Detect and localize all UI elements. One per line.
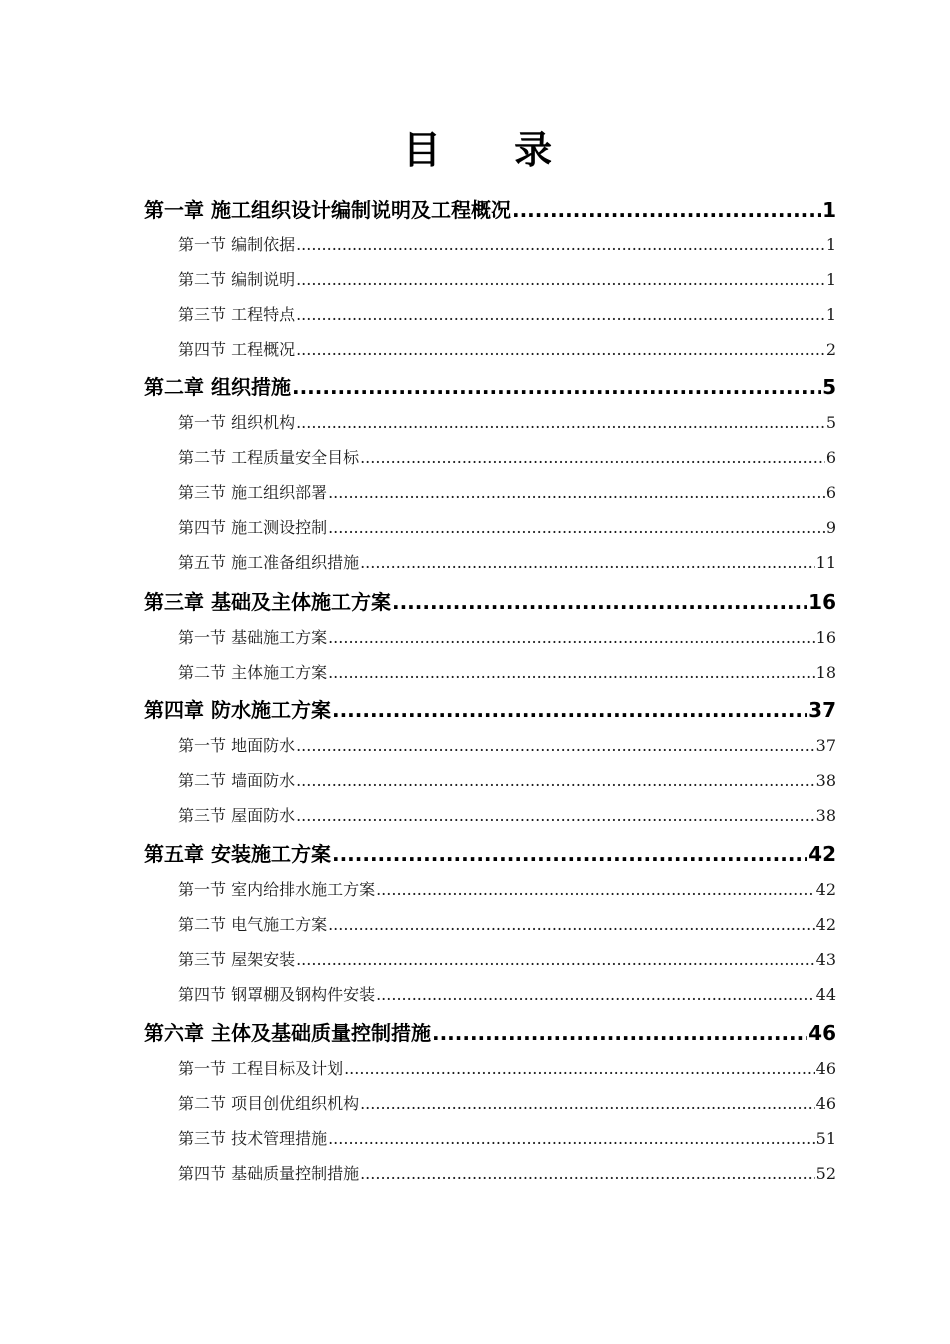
toc-page-number: 9 <box>825 518 836 537</box>
toc-entry-title: 第三节 工程特点 <box>178 305 296 324</box>
toc-page-number: 16 <box>808 590 836 614</box>
toc-dot-leader <box>296 408 825 438</box>
toc-page-number: 51 <box>815 1129 836 1148</box>
toc-section-entry[interactable] <box>178 658 836 688</box>
toc-entry-title: 第三节 屋架安装 <box>178 950 296 969</box>
toc-page-number: 2 <box>825 340 836 359</box>
toc-page-number: 44 <box>815 985 836 1004</box>
toc-entry-title: 第一节 工程目标及计划 <box>178 1059 344 1078</box>
toc-dot-leader <box>512 194 821 226</box>
toc-page-number: 6 <box>825 448 836 467</box>
toc-entry-title: 第六章 主体及基础质量控制措施 <box>144 1021 431 1045</box>
toc-title: 目 录 <box>402 128 583 172</box>
toc-chapter-entry[interactable] <box>144 194 836 226</box>
toc-entry-title: 第三节 施工组织部署 <box>178 483 328 502</box>
toc-entry-title: 第一节 室内给排水施工方案 <box>178 880 376 899</box>
toc-page-number: 1 <box>825 235 836 254</box>
toc-section-entry[interactable] <box>178 300 836 330</box>
toc-entry-title: 第三节 屋面防水 <box>178 806 296 825</box>
toc-chapter-entry[interactable] <box>144 1017 836 1049</box>
toc-entry-title: 第四节 基础质量控制措施 <box>178 1164 360 1183</box>
toc-entry-title: 第四节 钢罩棚及钢构件安装 <box>178 985 376 1004</box>
toc-page-number: 46 <box>815 1059 836 1078</box>
toc-page-number: 52 <box>815 1164 836 1183</box>
toc-section-entry[interactable] <box>178 548 836 578</box>
toc-dot-leader <box>328 658 815 688</box>
toc-entry-title: 第三章 基础及主体施工方案 <box>144 590 391 614</box>
toc-entry-title: 第四节 施工测设控制 <box>178 518 328 537</box>
toc-page-number: 46 <box>815 1094 836 1113</box>
toc-entry-title: 第二节 项目创优组织机构 <box>178 1094 360 1113</box>
toc-dot-leader <box>332 694 807 726</box>
toc-entry-title: 第一节 基础施工方案 <box>178 628 328 647</box>
toc-entry-title: 第二章 组织措施 <box>144 375 291 399</box>
toc-section-entry[interactable] <box>178 623 836 653</box>
toc-entry-title: 第三节 技术管理措施 <box>178 1129 328 1148</box>
toc-dot-leader <box>296 230 825 260</box>
toc-entry-title: 第二节 主体施工方案 <box>178 663 328 682</box>
toc-dot-leader <box>376 980 815 1010</box>
toc-section-entry[interactable] <box>178 910 836 940</box>
toc-dot-leader <box>328 478 825 508</box>
toc-dot-leader <box>328 623 815 653</box>
toc-entry-title: 第一节 编制依据 <box>178 235 296 254</box>
toc-page-number: 46 <box>808 1021 836 1045</box>
toc-dot-leader <box>360 1159 815 1189</box>
toc-page-number: 18 <box>815 663 836 682</box>
toc-entry-title: 第四章 防水施工方案 <box>144 698 331 722</box>
toc-page-number: 42 <box>815 915 836 934</box>
toc-page-number: 6 <box>825 483 836 502</box>
toc-section-entry[interactable] <box>178 443 836 473</box>
toc-section-entry[interactable] <box>178 875 836 905</box>
toc-section-entry[interactable] <box>178 980 836 1010</box>
toc-section-entry[interactable] <box>178 513 836 543</box>
toc-page-number: 1 <box>822 198 836 222</box>
toc-entry-title: 第五章 安装施工方案 <box>144 842 331 866</box>
toc-dot-leader <box>296 731 815 761</box>
toc-section-entry[interactable] <box>178 335 836 365</box>
toc-dot-leader <box>328 1124 815 1154</box>
toc-dot-leader <box>292 371 821 403</box>
toc-dot-leader <box>296 335 825 365</box>
toc-dot-leader <box>432 1017 807 1049</box>
toc-entry-title: 第二节 编制说明 <box>178 270 296 289</box>
toc-dot-leader <box>328 513 825 543</box>
toc-page-number: 38 <box>815 806 836 825</box>
toc-dot-leader <box>296 265 825 295</box>
toc-dot-leader <box>344 1054 815 1084</box>
toc-page-number: 1 <box>825 270 836 289</box>
toc-section-entry[interactable] <box>178 731 836 761</box>
toc-dot-leader <box>332 838 807 870</box>
toc-dot-leader <box>392 586 807 618</box>
toc-entry-title: 第五节 施工准备组织措施 <box>178 553 360 572</box>
toc-entry-title: 第二节 墙面防水 <box>178 771 296 790</box>
toc-section-entry[interactable] <box>178 408 836 438</box>
toc-chapter-entry[interactable] <box>144 694 836 726</box>
toc-section-entry[interactable] <box>178 1054 836 1084</box>
toc-chapter-entry[interactable] <box>144 586 836 618</box>
toc-page-number: 11 <box>815 553 836 572</box>
toc-page-number: 42 <box>808 842 836 866</box>
toc-dot-leader <box>360 443 825 473</box>
toc-section-entry[interactable] <box>178 945 836 975</box>
toc-dot-leader <box>296 766 815 796</box>
toc-entry-title: 第二节 工程质量安全目标 <box>178 448 360 467</box>
toc-section-entry[interactable] <box>178 230 836 260</box>
toc-dot-leader <box>296 300 825 330</box>
toc-dot-leader <box>360 548 815 578</box>
toc-page-number: 5 <box>825 413 836 432</box>
toc-section-entry[interactable] <box>178 265 836 295</box>
toc-section-entry[interactable] <box>178 1124 836 1154</box>
toc-page-number: 5 <box>822 375 836 399</box>
toc-page-number: 42 <box>815 880 836 899</box>
toc-page-number: 37 <box>808 698 836 722</box>
toc-entry-title: 第二节 电气施工方案 <box>178 915 328 934</box>
toc-chapter-entry[interactable] <box>144 371 836 403</box>
toc-page-number: 38 <box>815 771 836 790</box>
toc-section-entry[interactable] <box>178 1089 836 1119</box>
toc-dot-leader <box>328 910 815 940</box>
toc-entry-title: 第四节 工程概况 <box>178 340 296 359</box>
toc-page-number: 43 <box>815 950 836 969</box>
toc-dot-leader <box>296 945 815 975</box>
toc-page-number: 1 <box>825 305 836 324</box>
toc-section-entry[interactable] <box>178 766 836 796</box>
toc-dot-leader <box>296 801 815 831</box>
toc-entry-title: 第一章 施工组织设计编制说明及工程概况 <box>144 198 511 222</box>
toc-section-entry[interactable] <box>178 801 836 831</box>
toc-page-number: 37 <box>815 736 836 755</box>
toc-entry-title: 第一节 地面防水 <box>178 736 296 755</box>
toc-section-entry[interactable] <box>178 478 836 508</box>
toc-page-number: 16 <box>815 628 836 647</box>
toc-dot-leader <box>376 875 815 905</box>
toc-dot-leader <box>360 1089 815 1119</box>
toc-entry-title: 第一节 组织机构 <box>178 413 296 432</box>
toc-section-entry[interactable] <box>178 1159 836 1189</box>
toc-chapter-entry[interactable] <box>144 838 836 870</box>
